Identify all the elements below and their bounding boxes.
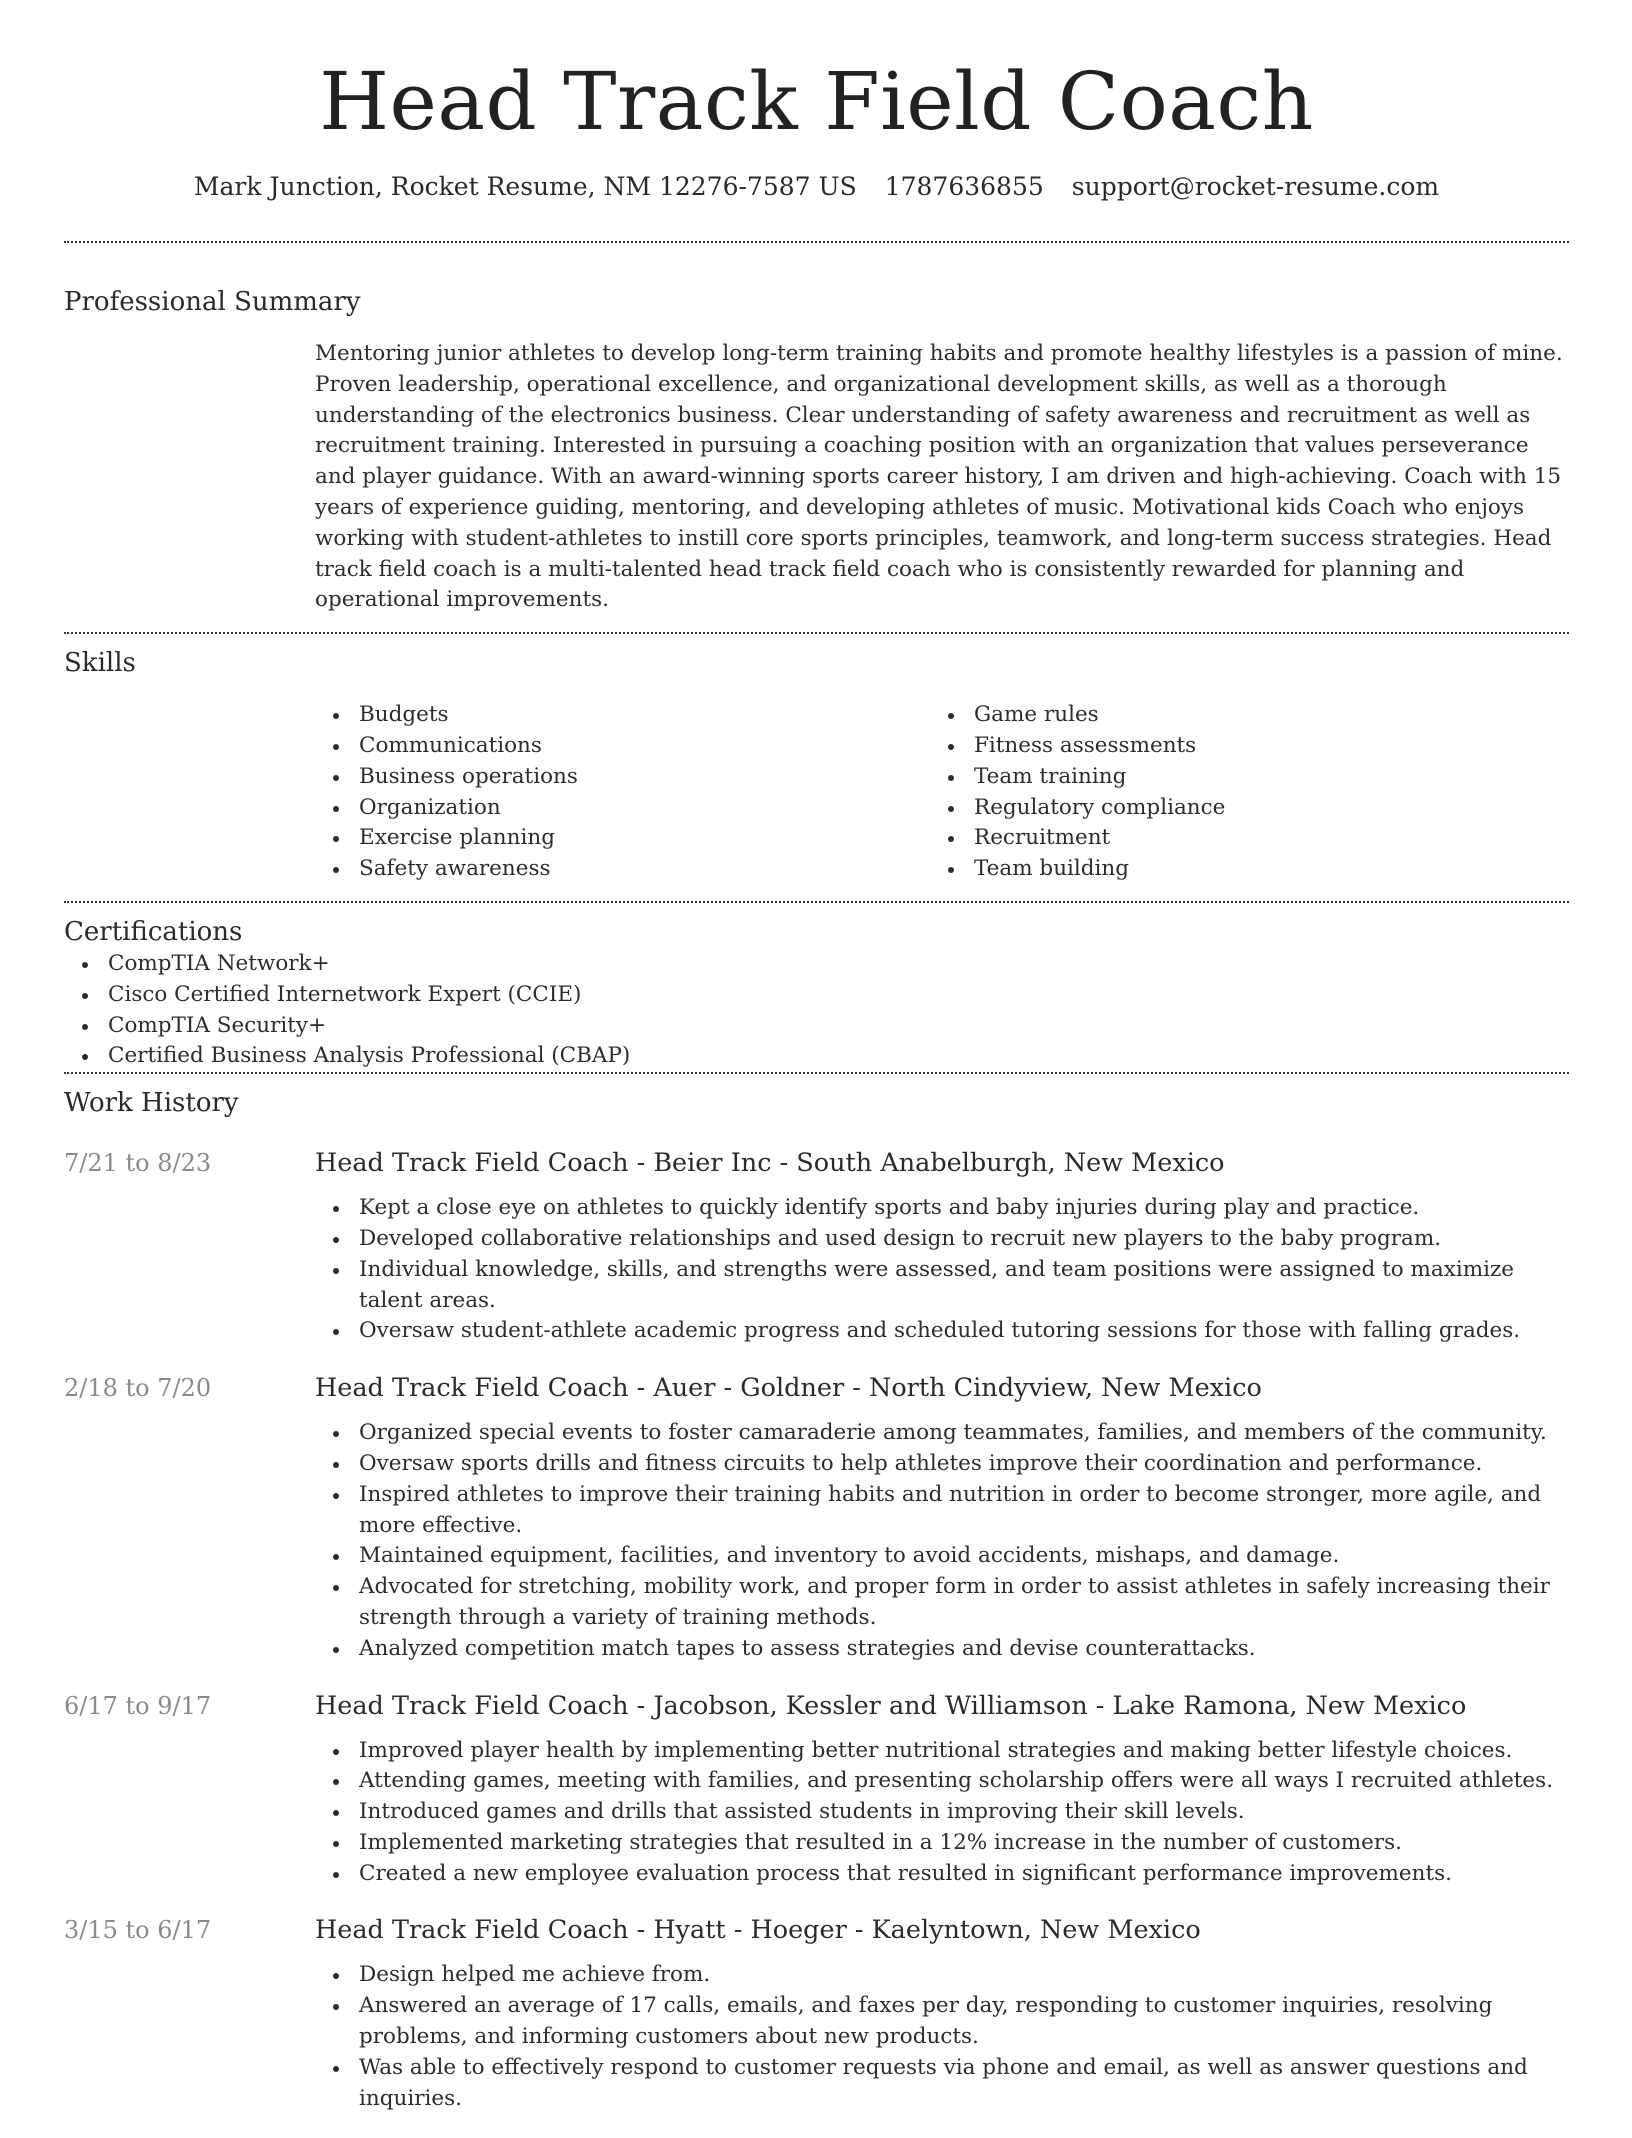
contact-line <box>64 170 1569 204</box>
certification-item: Certified Business Analysis Professional (CBAP) <box>64 1041 1314 1072</box>
job-dates: 6/17 to 9/17 <box>64 1691 212 1720</box>
skill-item: Safety awareness <box>315 854 930 885</box>
skill-item: Communications <box>315 731 930 762</box>
contact-address: Mark Junction, Rocket Resume, NM 12276-7587 US <box>193 172 857 201</box>
summary-section <box>64 285 1569 616</box>
section-divider <box>64 241 1569 243</box>
skill-item: Fitness assessments <box>930 731 1545 762</box>
job-bullet: Oversaw sports drills and fitness circuits to help athletes improve their coordination and performance. <box>315 1449 1569 1480</box>
contact-phone: 1787636855 <box>884 172 1044 201</box>
skill-item: Game rules <box>930 700 1545 731</box>
skill-item: Exercise planning <box>315 823 930 854</box>
skill-item: Team training <box>930 762 1545 793</box>
work-history-section <box>64 1086 1569 2114</box>
job-heading: Head Track Field Coach - Beier Inc - South Anabelburgh, New Mexico <box>315 1148 1225 1179</box>
job-bullets <box>315 1418 1569 1664</box>
skill-item: Regulatory compliance <box>930 793 1545 824</box>
job-bullet: Kept a close eye on athletes to quickly identify sports and baby injuries during play and practice. <box>315 1193 1569 1224</box>
job-dates: 3/15 to 6/17 <box>64 1916 212 1945</box>
job-bullet: Was able to effectively respond to customer requests via phone and email, as well as answer questions and inquiries. <box>315 2053 1569 2115</box>
job-bullet: Advocated for stretching, mobility work, and proper form in order to assist athletes in safely increasing their strength through a variety of training methods. <box>315 1572 1569 1634</box>
job-bullet: Answered an average of 17 calls, emails, and faxes per day, responding to customer inquiries, resolving problems, and informing customers about new products. <box>315 1991 1569 2053</box>
skills-grid <box>315 700 1565 885</box>
job-heading: Head Track Field Coach - Hyatt - Hoeger - Kaelyntown, New Mexico <box>315 1915 1201 1946</box>
job-bullets <box>315 1193 1569 1347</box>
job-bullet: Improved player health by implementing better nutritional strategies and making better lifestyle choices. <box>315 1736 1569 1767</box>
certification-item: Cisco Certified Internetwork Expert (CCIE) <box>64 980 1314 1011</box>
resume-title: Head Track Field Coach <box>319 55 1314 148</box>
job-bullet: Developed collaborative relationships and used design to recruit new players to the baby program. <box>315 1224 1569 1255</box>
job-dates: 2/18 to 7/20 <box>64 1374 212 1403</box>
skill-item: Business operations <box>315 762 930 793</box>
skill-item: Budgets <box>315 700 930 731</box>
job-bullet: Introduced games and drills that assisted students in improving their skill levels. <box>315 1797 1569 1828</box>
skills-list-left <box>315 700 930 885</box>
job-bullet: Inspired athletes to improve their training habits and nutrition in order to become stronger, more agile, and more effective. <box>315 1480 1569 1542</box>
skill-item: Team building <box>930 854 1545 885</box>
job-entry <box>64 1371 1569 1664</box>
job-bullet: Design helped me achieve from. <box>315 1960 1569 1991</box>
contact-email: support@rocket-resume.com <box>1071 172 1440 201</box>
job-bullet: Individual knowledge, skills, and strengths were assessed, and team positions were assigned to maximize talent areas. <box>315 1255 1569 1317</box>
skills-heading: Skills <box>64 648 136 679</box>
work-history-heading: Work History <box>64 1088 239 1119</box>
job-bullets <box>315 1960 1569 2114</box>
job-entry <box>64 1689 1569 1890</box>
summary-text: Mentoring junior athletes to develop long-term training habits and promote healthy lifestyles is a passion of mine. Proven leadership, operational excellence, and organizational development skills, as well as a thorough understanding of the electronics business. Clear understanding of safety awareness and recruitment as well as recruitment training. Interested in pursuing a coaching position with an organization that values perseverance and player guidance. With an award-winning sports career history, I am driven and high-achieving. Coach with 15 years of experience guiding, mentoring, and developing athletes of music. Motivational kids Coach who enjoys working with student-athletes to instill core sports principles, teamwork, and long-term success strategies. Head track field coach is a multi-talented head track field coach who is consistently rewarded for planning and operational improvements. <box>315 341 1563 613</box>
section-divider <box>64 901 1569 903</box>
certifications-list <box>64 949 1314 1072</box>
job-bullet: Oversaw student-athlete academic progress and scheduled tutoring sessions for those with falling grades. <box>315 1316 1569 1347</box>
skill-item: Recruitment <box>930 823 1545 854</box>
job-heading: Head Track Field Coach - Auer - Goldner - North Cindyview, New Mexico <box>315 1373 1262 1404</box>
job-bullet: Maintained equipment, facilities, and inventory to avoid accidents, mishaps, and damage. <box>315 1541 1569 1572</box>
section-divider <box>64 1072 1569 1074</box>
certification-item: CompTIA Security+ <box>64 1011 1314 1042</box>
skills-section <box>64 646 1569 885</box>
job-entry <box>64 1913 1569 2114</box>
resume-page <box>64 0 1569 2138</box>
job-bullet: Attending games, meeting with families, and presenting scholarship offers were all ways I recruited athletes. <box>315 1766 1569 1797</box>
job-bullets <box>315 1736 1569 1890</box>
certifications-section <box>64 915 1569 1072</box>
job-heading: Head Track Field Coach - Jacobson, Kessler and Williamson - Lake Ramona, New Mexico <box>315 1690 1467 1721</box>
section-divider <box>64 632 1569 634</box>
certifications-heading: Certifications <box>64 916 243 947</box>
job-bullet: Implemented marketing strategies that resulted in a 12% increase in the number of customers. <box>315 1828 1569 1859</box>
certification-item: CompTIA Network+ <box>64 949 1314 980</box>
job-bullet: Analyzed competition match tapes to assess strategies and devise counterattacks. <box>315 1634 1569 1665</box>
job-entry <box>64 1146 1569 1347</box>
job-bullet: Created a new employee evaluation process that resulted in significant performance improvements. <box>315 1859 1569 1890</box>
job-dates: 7/21 to 8/23 <box>64 1149 212 1178</box>
skill-item: Organization <box>315 793 930 824</box>
skills-list-right <box>930 700 1545 885</box>
summary-heading: Professional Summary <box>64 287 361 317</box>
job-bullet: Organized special events to foster camaraderie among teammates, families, and members of the community. <box>315 1418 1569 1449</box>
